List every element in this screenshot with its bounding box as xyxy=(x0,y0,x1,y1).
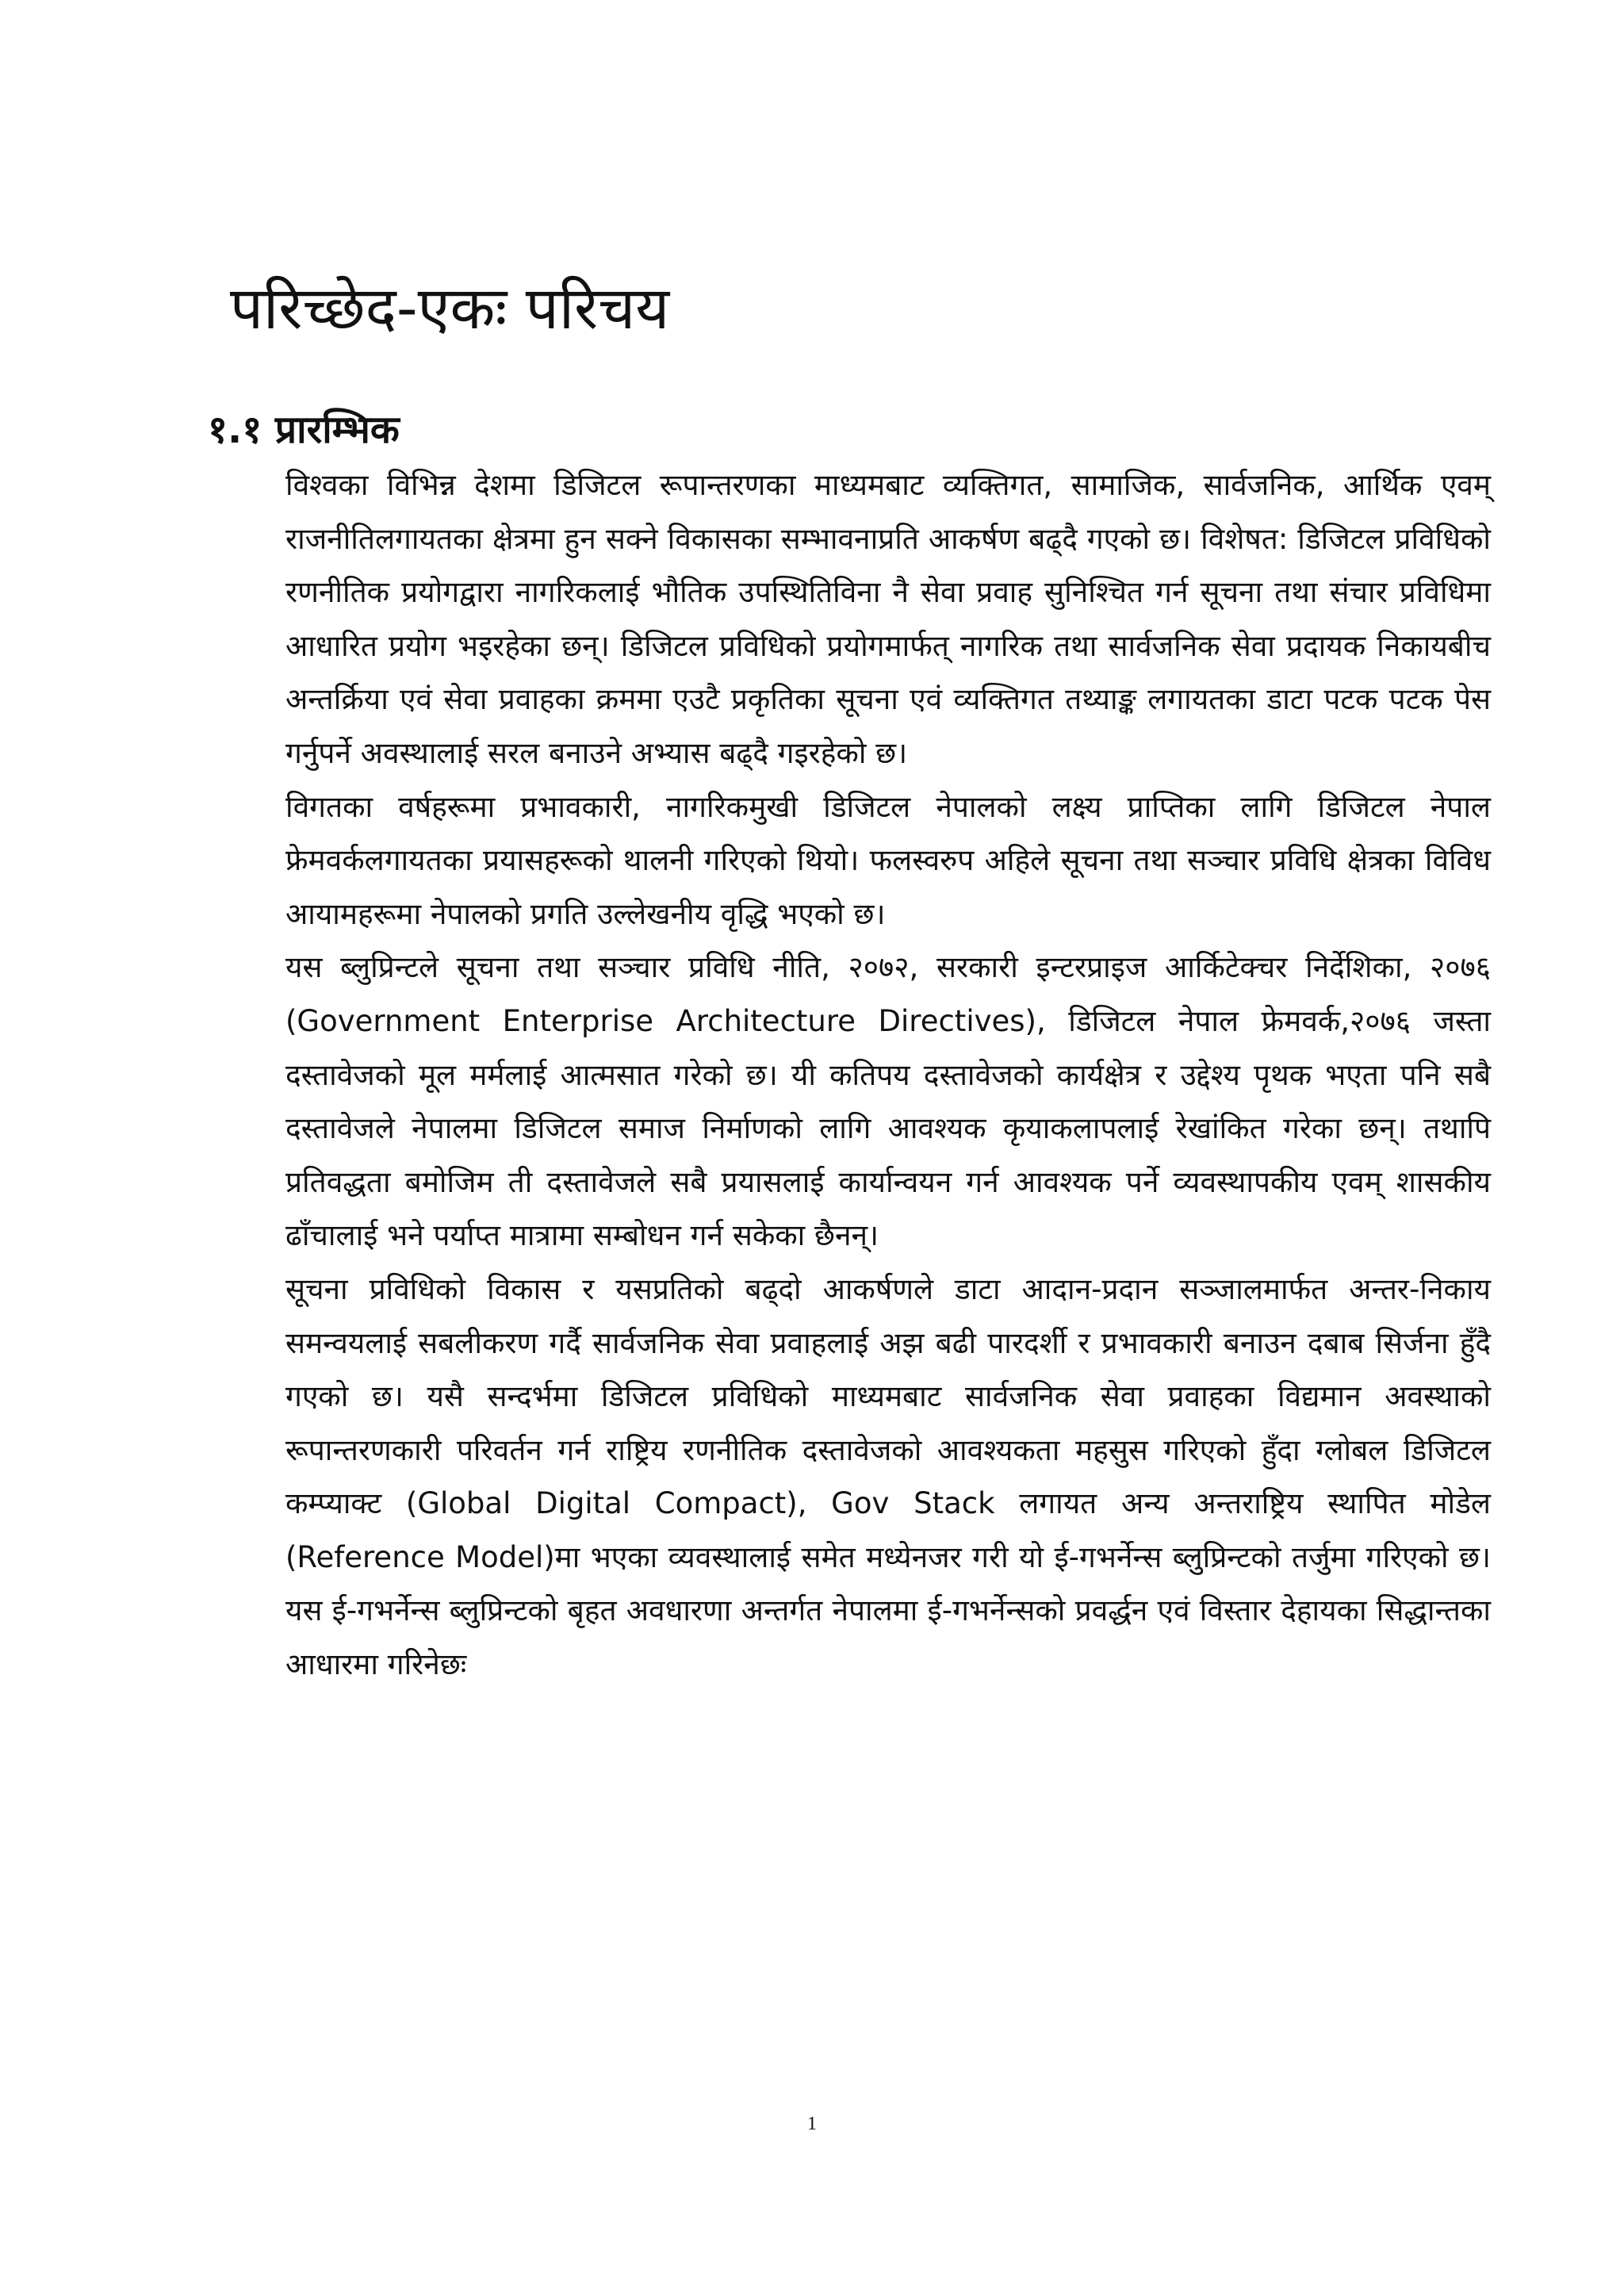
paragraph-blueprint-policies: यस ब्लुप्रिन्टले सूचना तथा सञ्चार प्रविधि नीति, २०७२, सरकारी इन्टरप्राइज आर्किटेक्चर निर्देशिका, २०७६ (Government Enterprise Architecture Directives), डिजिटल नेपाल फ्रेमवर्क,२०७६ जस्ता दस्तावेजको मूल मर्मलाई आत्मसात गरेको छ। यी कतिपय दस्तावेजको कार्यक्षेत्र र उद्देश्य पृथक भएता पनि सबै दस्तावेजले नेपालमा डिजिटल समाज निर्माणको लागि आवश्यक कृयाकलापलाई रेखांकित गरेका छन्। तथापि प्रतिवद्धता बमोजिम ती दस्तावेजले सबै प्रयासलाई कार्यान्वयन गर्न आवश्यक पर्ने व्यवस्थापकीय एवम् शासकीय ढाँचालाई भने पर्याप्त मात्रामा सम्बोधन गर्न सकेका छैनन्। xyxy=(285,950,1491,1253)
paragraph-digital-nepal: विगतका वर्षहरूमा प्रभावकारी, नागरिकमुखी डिजिटल नेपालको लक्ष्य प्राप्तिका लागि डिजिटल नेपाल फ्रेमवर्कलगायतका प्रयासहरूको थालनी गरिएको थियो। फलस्वरुप अहिले सूचना तथा सञ्चार प्रविधि क्षेत्रका विविध आयामहरूमा नेपालको प्रगति उल्लेखनीय वृद्धि भएको छ। xyxy=(285,789,1491,931)
paragraph-egovernance-principles: सूचना प्रविधिको विकास र यसप्रतिको बढ्दो आकर्षणले डाटा आदान-प्रदान सञ्जालमार्फत अन्तर-निकाय समन्वयलाई सबलीकरण गर्दै सार्वजनिक सेवा प्रवाहलाई अझ बढी पारदर्शी र प्रभावकारी बनाउन दबाब सिर्जना हुँदै गएको छ। यसै सन्दर्भमा डिजिटल प्रविधिको माध्यमबाट सार्वजनिक सेवा प्रवाहका विद्यमान अवस्थाको रूपान्तरणकारी परिवर्तन गर्न राष्ट्रिय रणनीतिक दस्तावेजको आवश्यकता महसुस गरिएको हुँदा ग्लोबल डिजिटल कम्प्याक्ट (Global Digital Compact), Gov Stack लगायत अन्य अन्तराष्ट्रिय स्थापित मोडेल (Reference Model)मा भएका व्यवस्थालाई समेत मध्येनजर गरी यो ई-गभर्नेन्स ब्लुप्रिन्टको तर्जुमा गरिएको छ। यस ई-गभर्नेन्स ब्लुप्रिन्टको बृहत अवधारणा अन्तर्गत नेपालमा ई-गभर्नेन्सको प्रवर्द्धन एवं विस्तार देहायका सिद्धान्तका आधारमा गरिनेछः xyxy=(285,1271,1491,1682)
body-text xyxy=(285,458,1491,1692)
paragraph-introduction: विश्वका विभिन्न देशमा डिजिटल रूपान्तरणका माध्यमबाट व्यक्तिगत, सामाजिक, सार्वजनिक, आर्थिक एवम् राजनीतिलगायतका क्षेत्रमा हुन सक्ने विकासका सम्भावनाप्रति आकर्षण बढ्दै गएको छ। विशेषत: डिजिटल प्रविधिको रणनीतिक प्रयोगद्वारा नागरिकलाई भौतिक उपस्थितिविना नै सेवा प्रवाह सुनिश्चित गर्न सूचना तथा संचार प्रविधिमा आधारित प्रयोग भइरहेका छन्। डिजिटल प्रविधिको प्रयोगमार्फत् नागरिक तथा सार्वजनिक सेवा प्रदायक निकायबीच अन्तर्क्रिया एवं सेवा प्रवाहका क्रममा एउटै प्रकृतिका सूचना एवं व्यक्तिगत तथ्याङ्क लगायतका डाटा पटक पटक पेस गर्नुपर्ने अवस्थालाई सरल बनाउने अभ्यास बढ्दै गइरहेको छ। xyxy=(285,468,1491,770)
page-number: 1 xyxy=(807,2114,817,2134)
section-heading: १.१ प्रारम्भिक xyxy=(208,408,400,452)
chapter-title: परिच्छेद-एकः परिचय xyxy=(230,274,670,343)
